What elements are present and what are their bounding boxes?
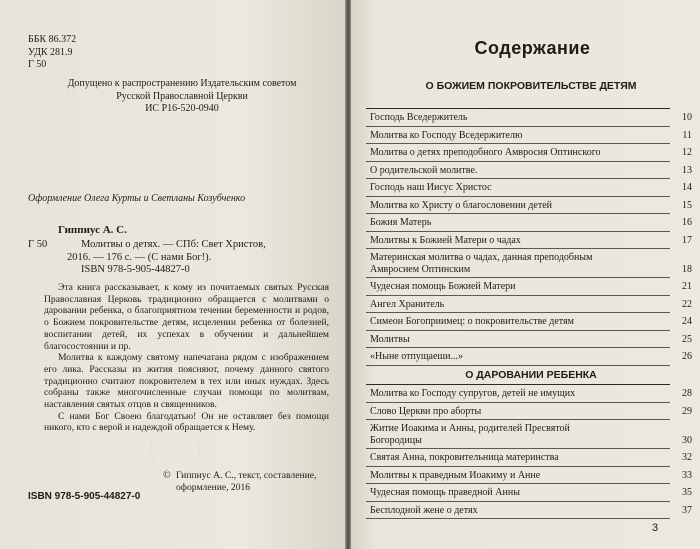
toc-item-page: 32 [682,452,692,463]
toc-item[interactable] [366,109,692,127]
toc-item-page: 21 [682,281,692,292]
toc-item-title: Чудесная помощь праведной Анны [370,487,520,498]
toc-item-title: Святая Анна, покровительница материнства [370,452,559,463]
toc-item[interactable] [366,214,692,232]
toc-item-title: Молитва ко Господу Вседержителю [370,129,523,141]
toc-item[interactable] [366,467,692,485]
toc-item[interactable] [366,348,692,366]
toc-item-page: 14 [682,182,692,193]
toc-item[interactable] [366,403,692,421]
toc-item-page: 25 [682,333,692,345]
toc-item[interactable] [366,232,692,250]
bibliographic-record [67,239,329,277]
toc-item[interactable] [366,179,692,197]
annotation-paragraph: С нами Бог Своею благодатью! Он не оставляет без помощи никого, кто с верой и надеждой обращается к Нему. [44,410,329,434]
toc-item-title: Житие Иоакима и Анны, родителей Пресвятой Богородицы [370,423,570,446]
toc-item[interactable] [366,420,692,449]
toc-item-title: Ангел Хранитель [370,298,445,310]
toc-item-page: 16 [682,217,692,228]
toc-item-page: 24 [682,316,692,327]
toc-item[interactable] [366,502,692,520]
author-name: Гиппиус А. С. [58,224,127,236]
isbn-footer: ISBN 978-5-905-44827-0 [28,491,141,502]
toc-item[interactable] [366,449,692,467]
toc-item-page: 15 [682,199,692,211]
toc-item-title: «Ныне отпущаеши...» [370,351,463,362]
toc-item[interactable] [366,296,692,314]
toc-item-title: Симеон Богоприимец: о покровительстве детям [370,316,574,327]
copyright-symbol: © [163,470,171,481]
toc-item-page: 17 [682,234,692,246]
bbk-code: ББК 86.372 [28,34,77,45]
toc-item[interactable] [366,385,692,403]
toc-item-page: 29 [682,405,692,417]
biblio-isbn: ISBN 978-5-905-44827-0 [81,264,190,275]
page-number: 3 [652,522,659,534]
toc-item[interactable] [366,313,692,331]
biblio-line: Молитвы о детях. — СПб: Свет Христов, [81,239,266,250]
toc-item-page: 37 [682,504,692,516]
toc-item-title: Молитвы к праведным Иоакиму и Анне [370,469,541,481]
toc-item[interactable] [366,331,692,349]
toc-item-title: Молитва о детях преподобного Амвросия Оптинского [370,147,601,158]
catalog-mark: Г 50 [28,239,48,250]
toc-item-title: Божия Матерь [370,217,432,228]
toc-item-title: Молитвы [370,333,410,345]
show-through-watermark [70,105,320,190]
toc-item-title: Молитвы к Божией Матери о чадах [370,234,521,246]
toc-list-section2 [366,385,692,519]
toc-item-page: 33 [682,469,692,481]
toc-item[interactable] [366,127,692,145]
toc-item[interactable] [366,484,692,502]
toc-item-page: 10 [682,112,692,123]
permission-line: Допущено к распространению Издательским советом [67,78,297,89]
toc-item-title: Бесплодной жене о детях [370,504,478,516]
toc-title: Содержание [474,38,591,58]
toc-item-title: Молитва ко Христу о благословении детей [370,199,552,211]
toc-item[interactable] [366,197,692,215]
permission-line: Русской Православной Церкви [116,90,248,102]
udk-code: УДК 281.9 [28,46,73,58]
library-codes [28,34,76,72]
toc-item-title: Молитва ко Господу супругов, детей не имущих [370,388,576,399]
toc-item-title: О родительской молитве. [370,164,478,176]
toc-item-title: Господь Вседержитель [370,112,468,123]
toc-item-page: 11 [682,129,692,141]
toc-list-section1 [366,109,692,366]
toc-item[interactable] [366,144,692,162]
annotation-paragraph: Эта книга рассказывает, к кому из почитаемых святых Русская Православная Церковь традиционно обращается с молитвами о даровании ребенка, о благоприятном течении беременности и родов, о Божием покровительстве детям, исцелении ребенка от болезней, воспитании детей, их успехах в обучении и дальнейшем благосостоянии и пр. [44,282,329,352]
book-spine [345,0,351,549]
toc-item-page: 26 [682,351,692,362]
copyright-notice: Гиппиус А. С., текст, составление, оформление, 2016 [176,470,317,493]
toc-item-page: 30 [682,434,692,446]
annotation-paragraph: Молитва к каждому святому напечатана рядом с изображением его лика. Рассказы из жития поясняют, почему данного святого традиционно считают покровителем в тех или иных нуждах. Здесь собраны также многочисленные случаи помощи по молитвам, наставления святых отцов и священников. [44,352,329,411]
toc-item-page: 22 [682,298,692,310]
biblio-line: 2016. — 176 с. — (С нами Бог!). [67,251,212,263]
toc-item-title: Материнская молитва о чадах, данная преподобным Амвросием Оптинским [370,252,593,275]
toc-item-title: Чудесная помощь Божией Матери [370,281,516,292]
toc-item-page: 18 [682,263,692,275]
design-credit: Оформление Олега Курты и Светланы Козубченко [28,193,246,204]
faint-seal-stamp [150,425,200,475]
toc-item[interactable] [366,162,692,180]
section-heading: О ДАРОВАНИИ РЕБЕНКА [465,369,597,381]
toc-item-page: 28 [682,388,692,399]
toc-item-page: 12 [682,147,692,158]
annotation [44,282,329,434]
toc-item[interactable] [366,278,692,296]
toc-item-page: 35 [682,487,692,498]
section-heading: О БОЖИЕМ ПОКРОВИТЕЛЬСТВЕ ДЕТЯМ [425,80,637,92]
author-mark: Г 50 [28,59,47,70]
toc-item-page: 13 [682,164,692,176]
toc-item[interactable] [366,249,692,278]
toc-item-title: Господь наш Иисус Христос [370,182,492,193]
permission-line: ИС Р16-520-0940 [145,103,219,114]
toc-item-title: Слово Церкви про аборты [370,405,482,417]
